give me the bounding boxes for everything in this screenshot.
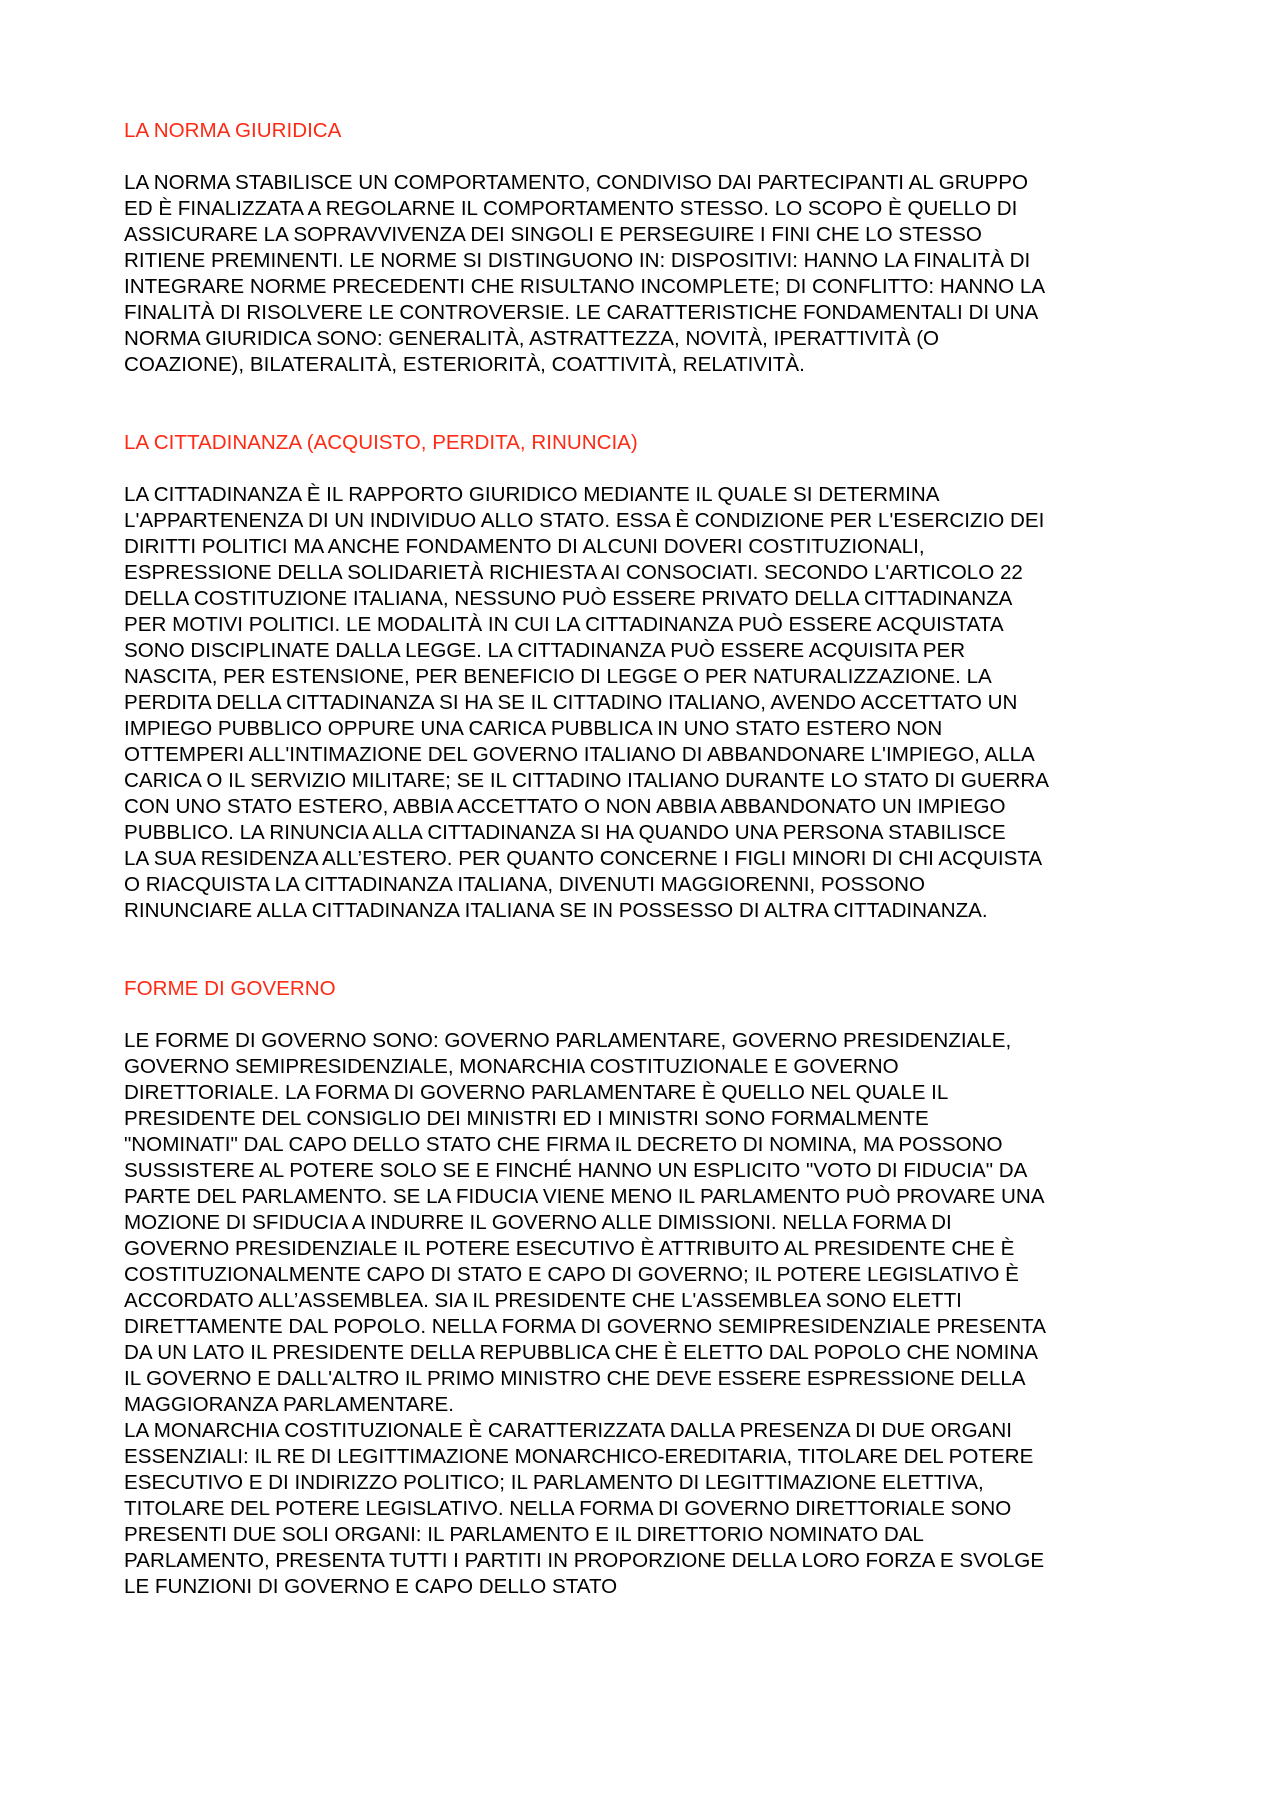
section-heading: FORME DI GOVERNO xyxy=(124,977,336,1000)
section-forme-di-governo xyxy=(124,976,1164,1600)
section-paragraph: LA NORMA STABILISCE UN COMPORTAMENTO, CONDIVISO DAI PARTECIPANTI AL GRUPPO ED È FINALIZZATA A REGOLARNE IL COMPORTAMENTO STESSO. LO SCOPO È QUELLO DI ASSICURARE LA SOPRAVVIVENZA DEI SINGOLI E PERSEGUIRE I FINI CHE LO STESSO RITIENE PREMINENTI. LE NORME SI DISTINGUONO IN: DISPOSITIVI: HANNO LA FINALITÀ DI INTEGRARE NORME PRECEDENTI CHE RISULTANO INCOMPLETE; DI CONFLITTO: HANNO LA FINALITÀ DI RISOLVERE LE CONTROVERSIE. LE CARATTERISTICHE FONDAMENTALI DI UNA NORMA GIURIDICA SONO: GENERALITÀ, ASTRATTEZZA, NOVITÀ, IPERATTIVITÀ (O COAZIONE), BILATERALITÀ, ESTERIORITÀ, COATTIVITÀ, RELATIVITÀ. xyxy=(124,171,1046,376)
section-paragraph: LA CITTADINANZA È IL RAPPORTO GIURIDICO MEDIANTE IL QUALE SI DETERMINA L'APPARTENENZA DI UN INDIVIDUO ALLO STATO. ESSA È CONDIZIONE PER L'ESERCIZIO DEI DIRITTI POLITICI MA ANCHE FONDAMENTO DI ALCUNI DOVERI COSTITUZIONALI, ESPRESSIONE DELLA SOLIDARIETÀ RICHIESTA AI CONSOCIATI. SECONDO L'ARTICOLO 22 DELLA COSTITUZIONE ITALIANA, NESSUNO PUÒ ESSERE PRIVATO DELLA CITTADINANZA PER MOTIVI POLITICI. LE MODALITÀ IN CUI LA CITTADINANZA PUÒ ESSERE ACQUISTATA SONO DISCIPLINATE DALLA LEGGE. LA CITTADINANZA PUÒ ESSERE ACQUISITA PER NASCITA, PER ESTENSIONE, PER BENEFICIO DI LEGGE O PER NATURALIZZAZIONE. LA PERDITA DELLA CITTADINANZA SI HA SE IL CITTADINO ITALIANO, AVENDO ACCETTATO UN IMPIEGO PUBBLICO OPPURE UNA CARICA PUBBLICA IN UNO STATO ESTERO NON OTTEMPERI ALL'INTIMAZIONE DEL GOVERNO ITALIANO DI ABBANDONARE L'IMPIEGO, ALLA CARICA O IL SERVIZIO MILITARE; SE IL CITTADINO ITALIANO DURANTE LO STATO DI GUERRA CON UNO STATO ESTERO, ABBIA ACCETTATO O NON ABBIA ABBANDONATO UN IMPIEGO PUBBLICO. LA RINUNCIA ALLA CITTADINANZA SI HA QUANDO UNA PERSONA STABILISCE LA SUA RESIDENZA ALL’ESTERO. PER QUANTO CONCERNE I FIGLI MINORI DI CHI ACQUISTA O RIACQUISTA LA CITTADINANZA ITALIANA, DIVENUTI MAGGIORENNI, POSSONO RINUNCIARE ALLA CITTADINANZA ITALIANA SE IN POSSESSO DI ALTRA CITTADINANZA. xyxy=(124,483,1049,922)
section-norma-giuridica xyxy=(124,118,1164,378)
document-page xyxy=(124,118,1164,1600)
section-heading: LA CITTADINANZA (ACQUISTO, PERDITA, RINUNCIA) xyxy=(124,431,638,454)
section-cittadinanza xyxy=(124,430,1164,924)
section-paragraph: LE FORME DI GOVERNO SONO: GOVERNO PARLAMENTARE, GOVERNO PRESIDENZIALE, GOVERNO SEMIPRESIDENZIALE, MONARCHIA COSTITUZIONALE E GOVERNO DIRETTORIALE. LA FORMA DI GOVERNO PARLAMENTARE È QUELLO NEL QUALE IL PRESIDENTE DEL CONSIGLIO DEI MINISTRI ED I MINISTRI SONO FORMALMENTE "NOMINATI" DAL CAPO DELLO STATO CHE FIRMA IL DECRETO DI NOMINA, MA POSSONO SUSSISTERE AL POTERE SOLO SE E FINCHÉ HANNO UN ESPLICITO "VOTO DI FIDUCIA" DA PARTE DEL PARLAMENTO. SE LA FIDUCIA VIENE MENO IL PARLAMENTO PUÒ PROVARE UNA MOZIONE DI SFIDUCIA A INDURRE IL GOVERNO ALLE DIMISSIONI. NELLA FORMA DI GOVERNO PRESIDENZIALE IL POTERE ESECUTIVO È ATTRIBUITO AL PRESIDENTE CHE È COSTITUZIONALMENTE CAPO DI STATO E CAPO DI GOVERNO; IL POTERE LEGISLATIVO È ACCORDATO ALL’ASSEMBLEA. SIA IL PRESIDENTE CHE L'ASSEMBLEA SONO ELETTI DIRETTAMENTE DAL POPOLO. NELLA FORMA DI GOVERNO SEMIPRESIDENZIALE PRESENTA DA UN LATO IL PRESIDENTE DELLA REPUBBLICA CHE È ELETTO DAL POPOLO CHE NOMINA IL GOVERNO E DALL'ALTRO IL PRIMO MINISTRO CHE DEVE ESSERE ESPRESSIONE DELLA MAGGIORANZA PARLAMENTARE. xyxy=(124,1029,1046,1416)
section-paragraph: LA MONARCHIA COSTITUZIONALE È CARATTERIZZATA DALLA PRESENZA DI DUE ORGANI ESSENZIALI: IL RE DI LEGITTIMAZIONE MONARCHICO-EREDITARIA, TITOLARE DEL POTERE ESECUTIVO E DI INDIRIZZO POLITICO; IL PARLAMENTO DI LEGITTIMAZIONE ELETTIVA, TITOLARE DEL POTERE LEGISLATIVO. NELLA FORMA DI GOVERNO DIRETTORIALE SONO PRESENTI DUE SOLI ORGANI: IL PARLAMENTO E IL DIRETTORIO NOMINATO DAL PARLAMENTO, PRESENTA TUTTI I PARTITI IN PROPORZIONE DELLA LORO FORZA E SVOLGE LE FUNZIONI DI GOVERNO E CAPO DELLO STATO xyxy=(124,1419,1045,1598)
section-heading: LA NORMA GIURIDICA xyxy=(124,119,342,142)
